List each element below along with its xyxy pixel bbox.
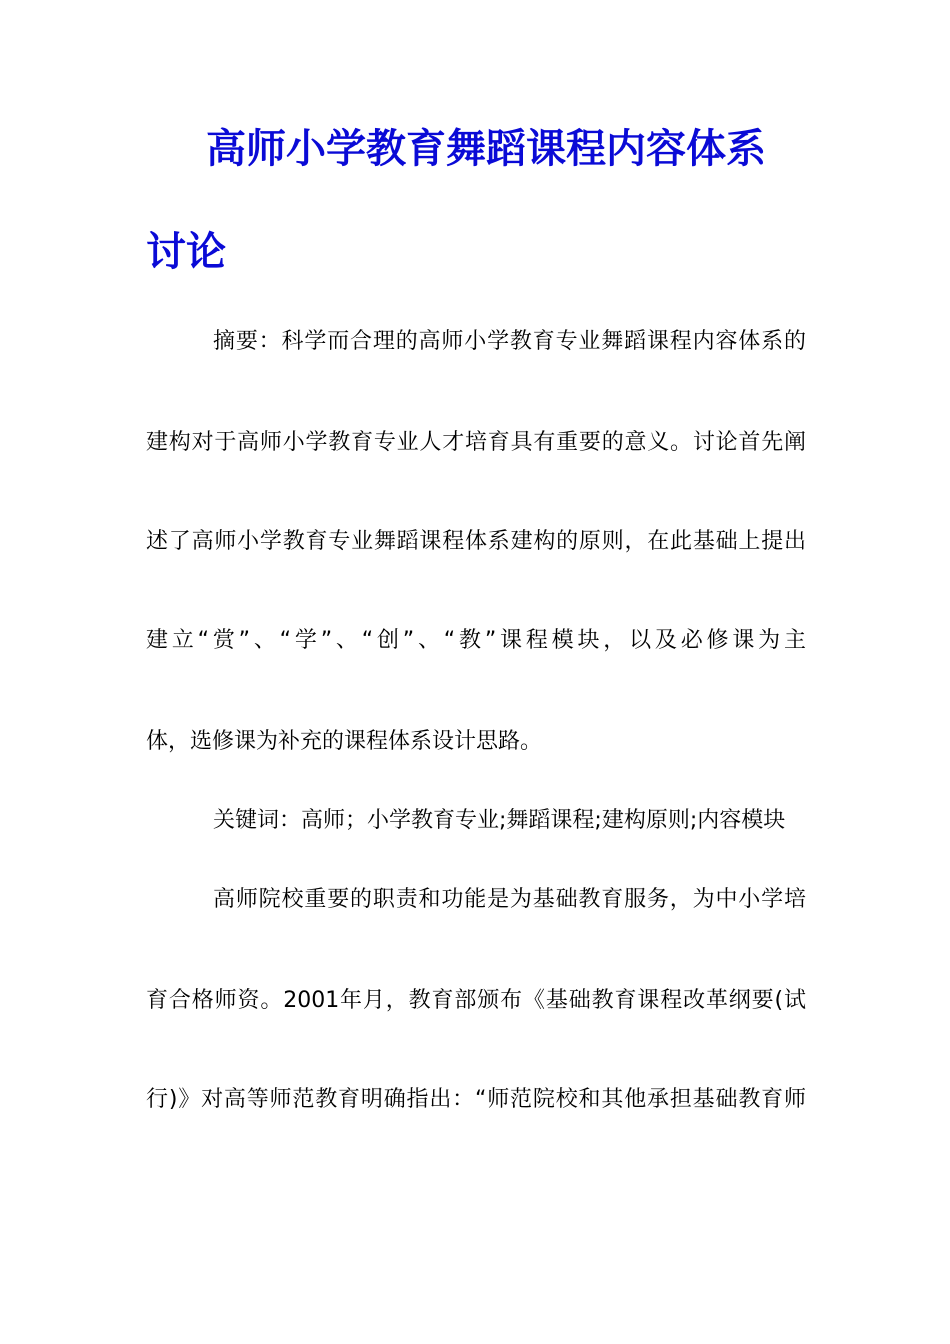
keywords-line: 关键词：高师；小学教育专业;舞蹈课程;建构原则;内容模块 <box>213 808 786 833</box>
abstract-line-4: 建立“赏”、“学”、“创”、“教”课程模块，以及必修课为主 <box>146 628 806 653</box>
abstract-line-5: 体，选修课为补充的课程体系设计思路。 <box>146 729 543 754</box>
title-line-2: 讨论 <box>146 228 226 275</box>
abstract-line-2: 建构对于高师小学教育专业人才培育具有重要的意义。讨论首先阐 <box>146 430 806 455</box>
body-line-1: 高师院校重要的职责和功能是为基础教育服务，为中小学培 <box>213 887 806 912</box>
abstract-line-3: 述了高师小学教育专业舞蹈课程体系建构的原则，在此基础上提出 <box>146 529 806 554</box>
title-line-1: 高师小学教育舞蹈课程内容体系 <box>206 125 766 172</box>
abstract-line-1: 摘要：科学而合理的高师小学教育专业舞蹈课程内容体系的 <box>213 329 806 354</box>
body-line-2: 育合格师资。2001年月，教育部颁布《基础教育课程改革纲要(试 <box>146 988 806 1013</box>
body-line-3: 行)》对高等师范教育明确指出：“师范院校和其他承担基础教育师 <box>146 1087 806 1112</box>
